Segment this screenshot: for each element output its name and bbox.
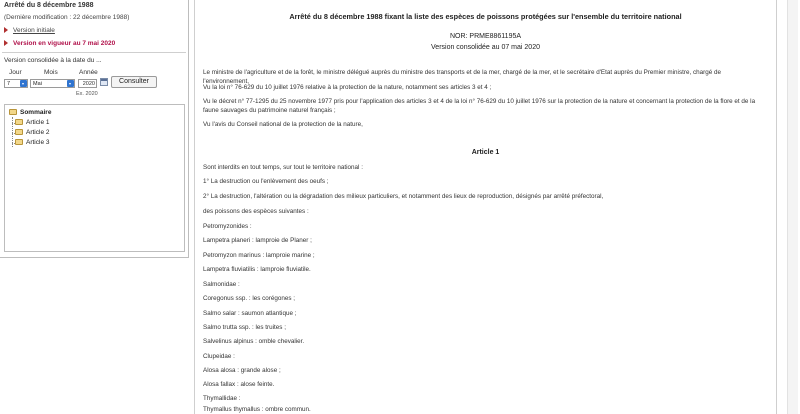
preamble-paragraph: Vu l'avis du Conseil national de la protection de la nature,	[203, 121, 363, 128]
article-line: Salmo salar : saumon atlantique ;	[203, 310, 297, 317]
month-value: Mai	[33, 81, 42, 87]
article-line: des poissons des espèces suivantes :	[203, 208, 309, 215]
article-line: Salmo trutta ssp. : les truites ;	[203, 324, 286, 331]
toc-item-article-2[interactable]	[15, 129, 49, 137]
toc-item-label: Article 1	[26, 119, 50, 126]
arrow-right-icon	[4, 40, 8, 46]
document-content	[194, 0, 777, 414]
folder-icon	[15, 139, 23, 145]
day-select[interactable]	[4, 79, 28, 88]
version-current-label: Version en vigueur au 7 mai 2020	[13, 40, 116, 47]
folder-icon	[15, 129, 23, 135]
month-label: Mois	[44, 69, 58, 76]
toc-root-label: Sommaire	[20, 109, 52, 116]
version-current-link[interactable]	[4, 40, 115, 47]
article-line: Salmonidae :	[203, 281, 240, 288]
arrow-right-icon	[4, 27, 8, 33]
article-line: 1° La destruction ou l'enlèvement des oeufs ;	[203, 178, 329, 185]
article-line: Coregonus ssp. : les corégones ;	[203, 295, 296, 302]
divider	[2, 52, 186, 53]
article-line: Alosa alosa : grande alose ;	[203, 367, 281, 374]
toc-root[interactable]	[9, 109, 51, 117]
day-label: Jour	[9, 69, 22, 76]
toc-item-article-3[interactable]	[15, 139, 49, 147]
version-panel	[0, 0, 189, 258]
toc-item-label: Article 2	[26, 129, 50, 136]
calendar-icon[interactable]	[100, 78, 108, 86]
toc-item-article-1[interactable]	[15, 119, 49, 127]
month-select[interactable]	[30, 79, 75, 88]
article-line: Salvelinus alpinus : omble chevalier.	[203, 338, 305, 345]
year-label: Année	[79, 69, 98, 76]
article-line: 2° La destruction, l'altération ou la dégradation des milieux particuliers, et notamment des lieux de reproduction, désignés par arrêté préfectoral,	[203, 193, 604, 200]
version-initial-label: Version initiale	[13, 27, 55, 34]
article-line: Clupeidae :	[203, 353, 235, 360]
document-title: Arrêté du 8 décembre 1988 fixant la liste des espèces de poissons protégées sur l'ensemble du territoire national	[289, 12, 682, 21]
article-line: Lampetra planeri : lamproie de Planer ;	[203, 237, 312, 244]
toc-item-label: Article 3	[26, 139, 50, 146]
nor-reference: NOR: PRME8861195A	[449, 33, 522, 40]
table-of-contents	[4, 104, 185, 252]
article-line: Sont interdits en tout temps, sur tout le territoire national :	[203, 164, 363, 171]
last-modified: (Dernière modification : 22 décembre 1988)	[4, 14, 130, 21]
article-heading: Article 1	[471, 149, 500, 156]
consolidated-date-label: Version consolidée à la date du ...	[4, 57, 102, 64]
article-line: Lampetra fluviatilis : lamproie fluviatile.	[203, 266, 311, 273]
consult-button[interactable]: Consulter	[111, 76, 157, 88]
day-value: 7	[7, 81, 11, 87]
article-line: Thymallidae :	[203, 395, 241, 402]
year-input[interactable]: 2020	[78, 79, 97, 88]
year-example: Ex. 2020	[76, 91, 98, 97]
panel-title: Arrêté du 8 décembre 1988	[4, 2, 94, 9]
chevron-down-icon	[20, 80, 27, 87]
folder-icon	[9, 109, 17, 115]
consolidated-version: Version consolidée au 07 mai 2020	[431, 44, 540, 51]
chevron-down-icon	[67, 80, 74, 87]
preamble-paragraph: Le ministre de l'agriculture et de la forêt, le ministre délégué auprès du ministre des transports et de la mer, chargé de la mer, et le secrétaire d'Etat auprès du Premier ministre, chargé de l'environnement,	[203, 69, 721, 85]
vertical-scrollbar[interactable]	[787, 0, 798, 414]
version-initial-link[interactable]	[4, 27, 55, 34]
preamble-paragraph: Vu la loi n° 76-629 du 10 juillet 1976 relative à la protection de la nature, notamment ses articles 3 et 4 ;	[203, 84, 492, 91]
preamble-paragraph: Vu le décret n° 77-1295 du 25 novembre 1977 pris pour l'application des articles 3 et 4 de la loi n° 76-629 du 10 juillet 1976 sur la protection de la nature et concernant la protection de la flore et de la faune sauvages du patrimoine naturel français ;	[203, 98, 756, 114]
folder-icon	[15, 119, 23, 125]
article-line: Thymallus thymallus : ombre commun.	[203, 406, 311, 413]
article-line: Petromyzon marinus : lamproie marine ;	[203, 252, 315, 259]
article-line: Petromyzonides :	[203, 223, 252, 230]
article-line: Alosa fallax : alose feinte.	[203, 381, 275, 388]
